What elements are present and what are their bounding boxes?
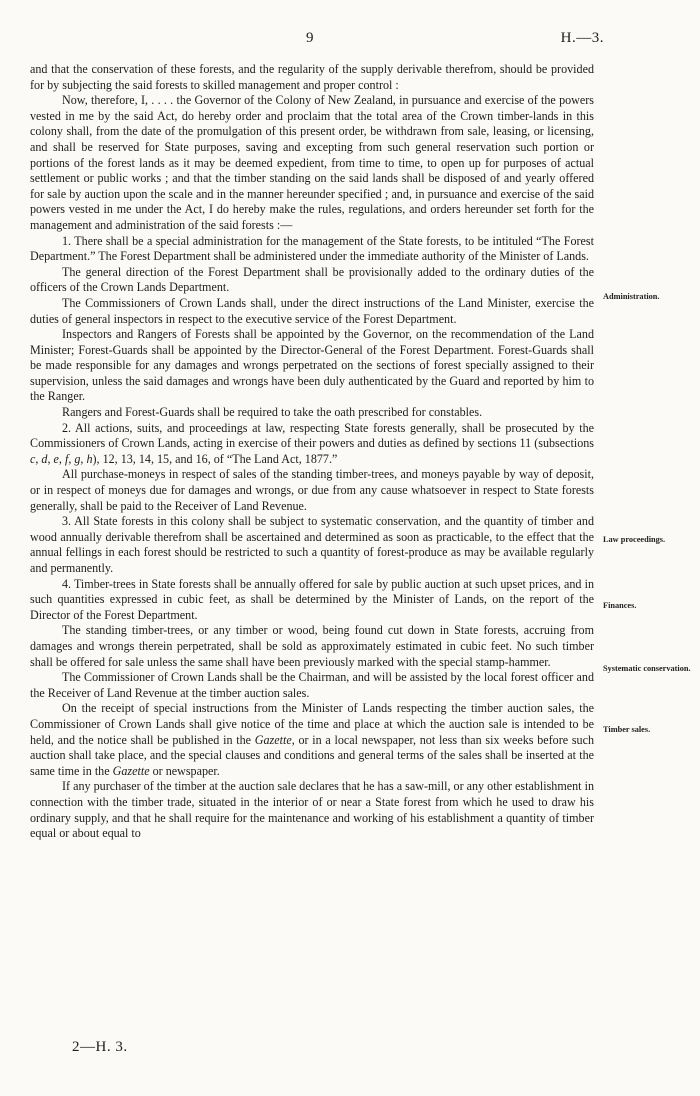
paragraph: On the receipt of special instructions from the Minister of Lands respecting the timber auction sales, the Commissioner of Crown Lands shall give notice of the time and place at which the auction sale is intended to be held, and the notice shall be published in the Gazette, or in a local newspaper, not less than six weeks before such auction shall take place, and the special clauses and conditions and general terms of the sales shall be inserted at the same time in the Gazette or newspaper. — [30, 701, 594, 778]
body-text — [30, 62, 594, 842]
page-header — [0, 30, 700, 50]
document-reference: H.—3. — [560, 30, 604, 46]
paragraph: The Commissioners of Crown Lands shall, under the direct instructions of the Land Minister, exercise the duties of general inspectors in respect to the executive service of the Forest Department. — [30, 295, 594, 326]
paragraph: Rangers and Forest-Guards shall be required to take the oath prescribed for constables. — [62, 405, 483, 420]
margin-note-administration: Administration. — [603, 292, 660, 301]
margin-note-law-proceedings: Law proceedings. — [603, 535, 666, 544]
paragraph: The Commissioner of Crown Lands shall be the Chairman, and will be assisted by the local forest officer and the Receiver of Land Revenue at the timber auction sales. — [30, 670, 594, 700]
page-number: 9 — [306, 30, 314, 46]
paragraph: All purchase-moneys in respect of sales of the standing timber-trees, and moneys payable by way of deposit, or in respect of moneys due for damages and wrongs, or due from any cause whatsoever in respect to State forests generally, shall be paid to the Receiver of Land Revenue. — [30, 467, 594, 513]
margin-note-timber-sales: Timber sales. — [603, 725, 651, 734]
margin-note-systematic-conservation: Systematic conservation. — [603, 664, 691, 673]
footer-signature: 2—H. 3. — [72, 1039, 128, 1055]
paragraph: The standing timber-trees, or any timber or wood, being found cut down in State forests, accruing from damages and wrongs therein perpetrated, shall be sold as approximately estimated in cubic feet. No such timber shall be offered for sale unless the same shall have been previously marked with the special stamp-hammer. — [30, 623, 594, 669]
paragraph: 3. All State forests in this colony shall be subject to systematic conservation, and the quantity of timber and wood annually derivable therefrom shall be ascertained and determined as soon as practicable, to the effect that the annual fellings in each forest should be restricted to such a quantity of forest-produce as may be available regularly and permanently. — [30, 514, 594, 575]
paragraph: If any purchaser of the timber at the auction sale declares that he has a saw-mill, or any other establishment in connection with the timber trade, situated in the interior of or near a State forest from which he used to draw his ordinary supply, and that he shall require for the maintenance and working of his establishment a quantity of timber equal or about equal to — [30, 779, 594, 841]
paragraph: and that the conservation of these forests, and the regularity of the supply derivable therefrom, should be provided for by subjecting the said forests to skilled management and proper control : — [30, 62, 594, 92]
paragraph: Inspectors and Rangers of Forests shall be appointed by the Governor, on the recommendation of the Land Minister; Forest-Guards shall be appointed by the Director-General of the Forest Department. Forest-Guards shall be made responsible for any damages and wrongs perpetrated on the sections of forest specially assigned to their supervision, unless the said damages and wrongs have been duly authenticated by the Guard and reported by him to the Ranger. — [30, 327, 594, 404]
paragraph: 4. Timber-trees in State forests shall be annually offered for sale by public auction at such upset prices, and in such quantities expressed in cubic feet, as shall be determined by the Minister of Lands, on the report of the Director of the Forest Department. — [30, 576, 594, 622]
paragraph: 1. There shall be a special administration for the management of the State forests, to be intituled “The Forest Department.” The Forest Department shall be administered under the immediate authority of the Minister of Lands. — [30, 233, 594, 264]
margin-note-finances: Finances. — [603, 601, 637, 610]
paragraph: Now, therefore, I, . . . . the Governor of the Colony of New Zealand, in pursuance and exercise of the powers vested in me by the said Act, do hereby order and proclaim that the total area of the Crown timber-lands in this colony shall, from the date of the promulgation of this present order, be withdrawn from sale, leasing, or licensing, and shall be reserved for State purposes, saving and excepting from such general reservation such portion or portions of the forest lands as it may be deemed expedient, from time to time, to open up for purposes of actual settlement or public works ; and that the timber standing on the said lands shall be disposed of and yearly offered for sale by auction upon the scale and in the manner hereunder specified ; and, in pursuance and exercise of the said powers vested in me under the Act, I do hereby make the rules, regulations, and orders hereunder set forth for the management and administration of the said forests :— — [30, 93, 594, 232]
paragraph: The general direction of the Forest Department shall be provisionally added to the ordinary duties of the officers of the Crown Lands Department. — [30, 264, 594, 295]
paragraph: 2. All actions, suits, and proceedings at law, respecting State forests generally, shall be prosecuted by the Commissioners of Crown Lands, acting in exercise of their powers and duties as defined by sections 11 (subsections c, d, e, f, g, h), 12, 13, 14, 15, and 16, of “The Land Act, 1877.” — [30, 420, 594, 466]
